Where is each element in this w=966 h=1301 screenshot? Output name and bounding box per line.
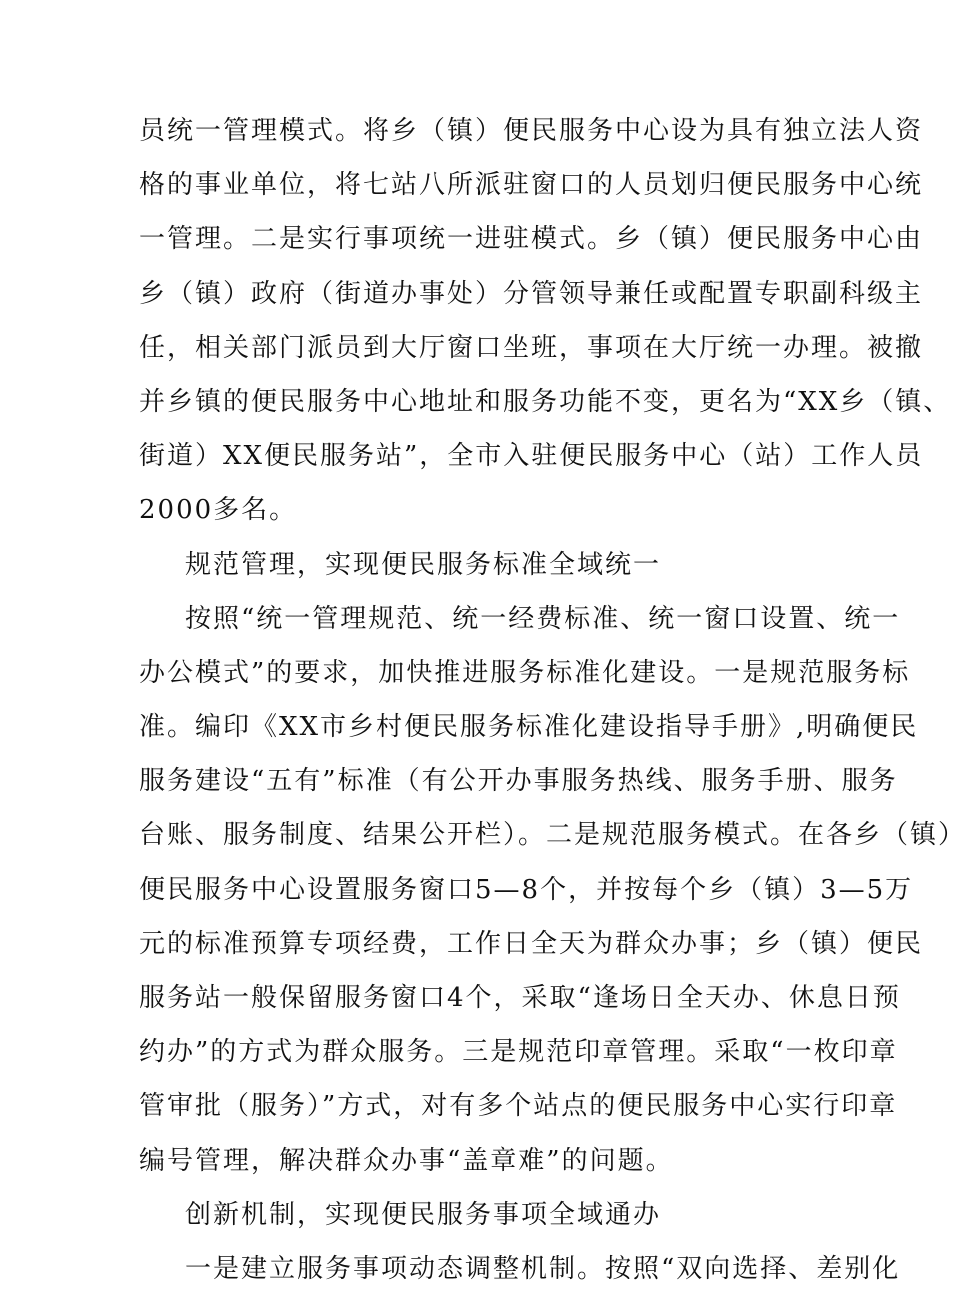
paragraph-3-line: 一是建立服务事项动态调整机制。按照“双向选择、差别化 <box>185 1253 901 1284</box>
paragraph-1-line: 乡（镇）政府（街道办事处）分管领导兼任或配置专职副科级主 <box>139 278 924 309</box>
paragraph-2-line: 管审批（服务）”方式，对有多个站点的便民服务中心实行印章 <box>139 1091 898 1122</box>
paragraph-1-line: 任，相关部门派员到大厅窗口坐班，事项在大厅统一办理。被撤 <box>139 332 924 363</box>
paragraph-2-line: 办公模式”的要求，加快推进服务标准化建设。一是规范服务标 <box>139 657 911 688</box>
paragraph-2-line: 元的标准预算专项经费，工作日全天为群众办事；乡（镇）便民 <box>139 928 924 959</box>
paragraph-2-line: 准。编印《XX市乡村便民服务标准化建设指导手册》,明确便民 <box>139 712 919 743</box>
paragraph-1-line: 并乡镇的便民服务中心地址和服务功能不变，更名为“XX乡（镇、 <box>139 386 952 417</box>
paragraph-2-line: 服务建设“五有”标准（有公开办事服务热线、服务手册、服务 <box>139 766 898 797</box>
paragraph-1-line: 一管理。二是实行事项统一进驻模式。乡（镇）便民服务中心由 <box>139 224 924 255</box>
paragraph-1-line: 街道）XX便民服务站”，全市入驻便民服务中心（站）工作人员 <box>139 441 924 472</box>
document-body <box>139 104 966 1296</box>
paragraph-2-line: 服务站一般保留服务窗口4个，采取“逢场日全天办、休息日预 <box>139 983 901 1013</box>
paragraph-2-line: 按照“统一管理规范、统一经费标准、统一窗口设置、统一 <box>185 603 901 634</box>
section-heading-2: 创新机制，实现便民服务事项全域通办 <box>185 1199 662 1230</box>
paragraph-2-line: 约办”的方式为群众服务。三是规范印章管理。采取“一枚印章 <box>139 1037 898 1068</box>
paragraph-2-line: 编号管理，解决群众办事“盖章难”的问题。 <box>139 1145 674 1176</box>
paragraph-2-line: 台账、服务制度、结果公开栏）。二是规范服务模式。在各乡（镇） <box>139 820 966 851</box>
section-heading-1: 规范管理，实现便民服务标准全域统一 <box>185 549 662 580</box>
paragraph-1-line: 员统一管理模式。将乡（镇）便民服务中心设为具有独立法人资 <box>139 116 924 146</box>
paragraph-1-line: 格的事业单位，将七站八所派驻窗口的人员划归便民服务中心统 <box>139 170 924 201</box>
paragraph-1-line: 2000多名。 <box>139 495 298 526</box>
paragraph-2-line: 便民服务中心设置服务窗口5—8个，并按每个乡（镇）3—5万 <box>139 874 914 905</box>
